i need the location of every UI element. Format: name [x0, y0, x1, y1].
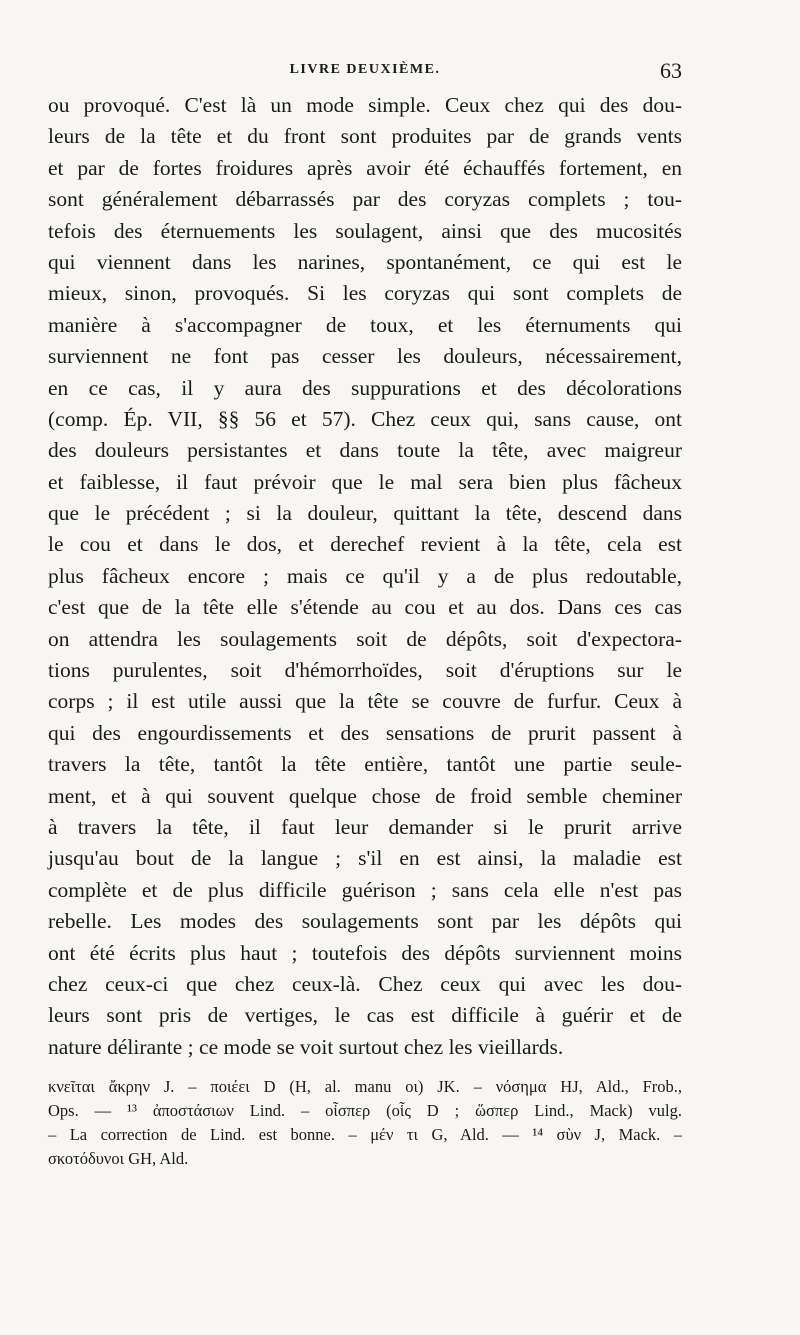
text-line: mieux, sinon, provoqués. Si les coryzas qui sont complets de	[48, 281, 682, 306]
text-line: qui viennent dans les narines, spontanément, ce qui est le	[48, 249, 682, 274]
footnote-line: Ops. — ¹³ ἀποστάσιων Lind. – οἶσπερ (οἷς D ; ὥσπερ Lind., Mack) vulg.	[48, 1101, 682, 1120]
text-line: plus fâcheux encore ; mais ce qu'il y a de plus redoutable,	[48, 563, 682, 588]
text-line: on attendra les soulagements soit de dépôts, soit d'expectora-	[48, 626, 682, 651]
footnote-line: σκοτόδυνοι GH, Ald.	[48, 1149, 189, 1168]
text-line: tions purulentes, soit d'hémorrhoïdes, soit d'éruptions sur le	[48, 658, 682, 683]
footnotes	[48, 1075, 682, 1171]
text-line: que le précédent ; si la douleur, quittant la tête, descend dans	[48, 501, 682, 526]
text-line: sont généralement débarrassés par des coryzas complets ; tou-	[48, 187, 682, 212]
text-line: ou provoqué. C'est là un mode simple. Ceux chez qui des dou-	[48, 93, 682, 117]
text-line: complète et de plus difficile guérison ; sans cela elle n'est pas	[48, 877, 682, 902]
text-line: qui des engourdissements et des sensations de prurit passent à	[48, 720, 682, 745]
text-line: le cou et dans le dos, et derechef revient à la tête, cela est	[48, 532, 682, 557]
text-line: corps ; il est utile aussi que la tête se couvre de furfur. Ceux à	[48, 689, 682, 714]
page-number: 63	[660, 58, 682, 83]
text-line: et par de fortes froidures après avoir été échauffés fortement, en	[48, 155, 682, 180]
text-line: en ce cas, il y aura des suppurations et des décolorations	[48, 375, 682, 400]
footnote-line: κνεῖται ἄκρην J. – ποιέει D (H, al. manu οι) JK. – νόσημα HJ, Ald., Frob.,	[48, 1077, 682, 1096]
text-line: ont été écrits plus haut ; toutefois des dépôts surviennent moins	[48, 940, 682, 965]
text-line: tefois des éternuements les soulagent, ainsi que des mucosités	[48, 218, 682, 243]
text-line: manière à s'accompagner de toux, et les éternuments qui	[48, 312, 682, 337]
text-line: jusqu'au bout de la langue ; s'il en est ainsi, la maladie est	[48, 846, 682, 871]
text-line: rebelle. Les modes des soulagements sont par les dépôts qui	[48, 909, 682, 934]
text-line: leurs de la tête et du front sont produites par de grands vents	[48, 124, 682, 149]
text-line: (comp. Ép. VII, §§ 56 et 57). Chez ceux qui, sans cause, ont	[48, 406, 682, 431]
text-line: c'est que de la tête elle s'étende au cou et au dos. Dans ces cas	[48, 595, 682, 620]
text-line: ment, et à qui souvent quelque chose de froid semble cheminer	[48, 783, 682, 808]
text-line: surviennent ne font pas cesser les douleurs, nécessairement,	[48, 344, 682, 369]
text-line: chez ceux-ci que chez ceux-là. Chez ceux qui avec les dou-	[48, 971, 682, 996]
text-line: leurs sont pris de vertiges, le cas est difficile à guérir et de	[48, 1003, 682, 1028]
text-line: nature délirante ; ce mode se voit surtout chez les vieillards.	[48, 1034, 564, 1059]
text-line: à travers la tête, il faut leur demander si le prurit arrive	[48, 814, 682, 839]
text-line: travers la tête, tantôt la tête entière, tantôt une partie seule-	[48, 752, 682, 777]
running-head	[48, 58, 682, 84]
text-line: des douleurs persistantes et dans toute la tête, avec maigreur	[48, 438, 682, 463]
main-text	[48, 90, 682, 1063]
text-line: et faiblesse, il faut prévoir que le mal sera bien plus fâcheux	[48, 469, 682, 494]
footnote-line: – La correction de Lind. est bonne. – μέν τι G, Ald. — ¹⁴ σὺν J, Mack. –	[48, 1125, 682, 1144]
running-title: LIVRE DEUXIÈME.	[289, 62, 441, 77]
